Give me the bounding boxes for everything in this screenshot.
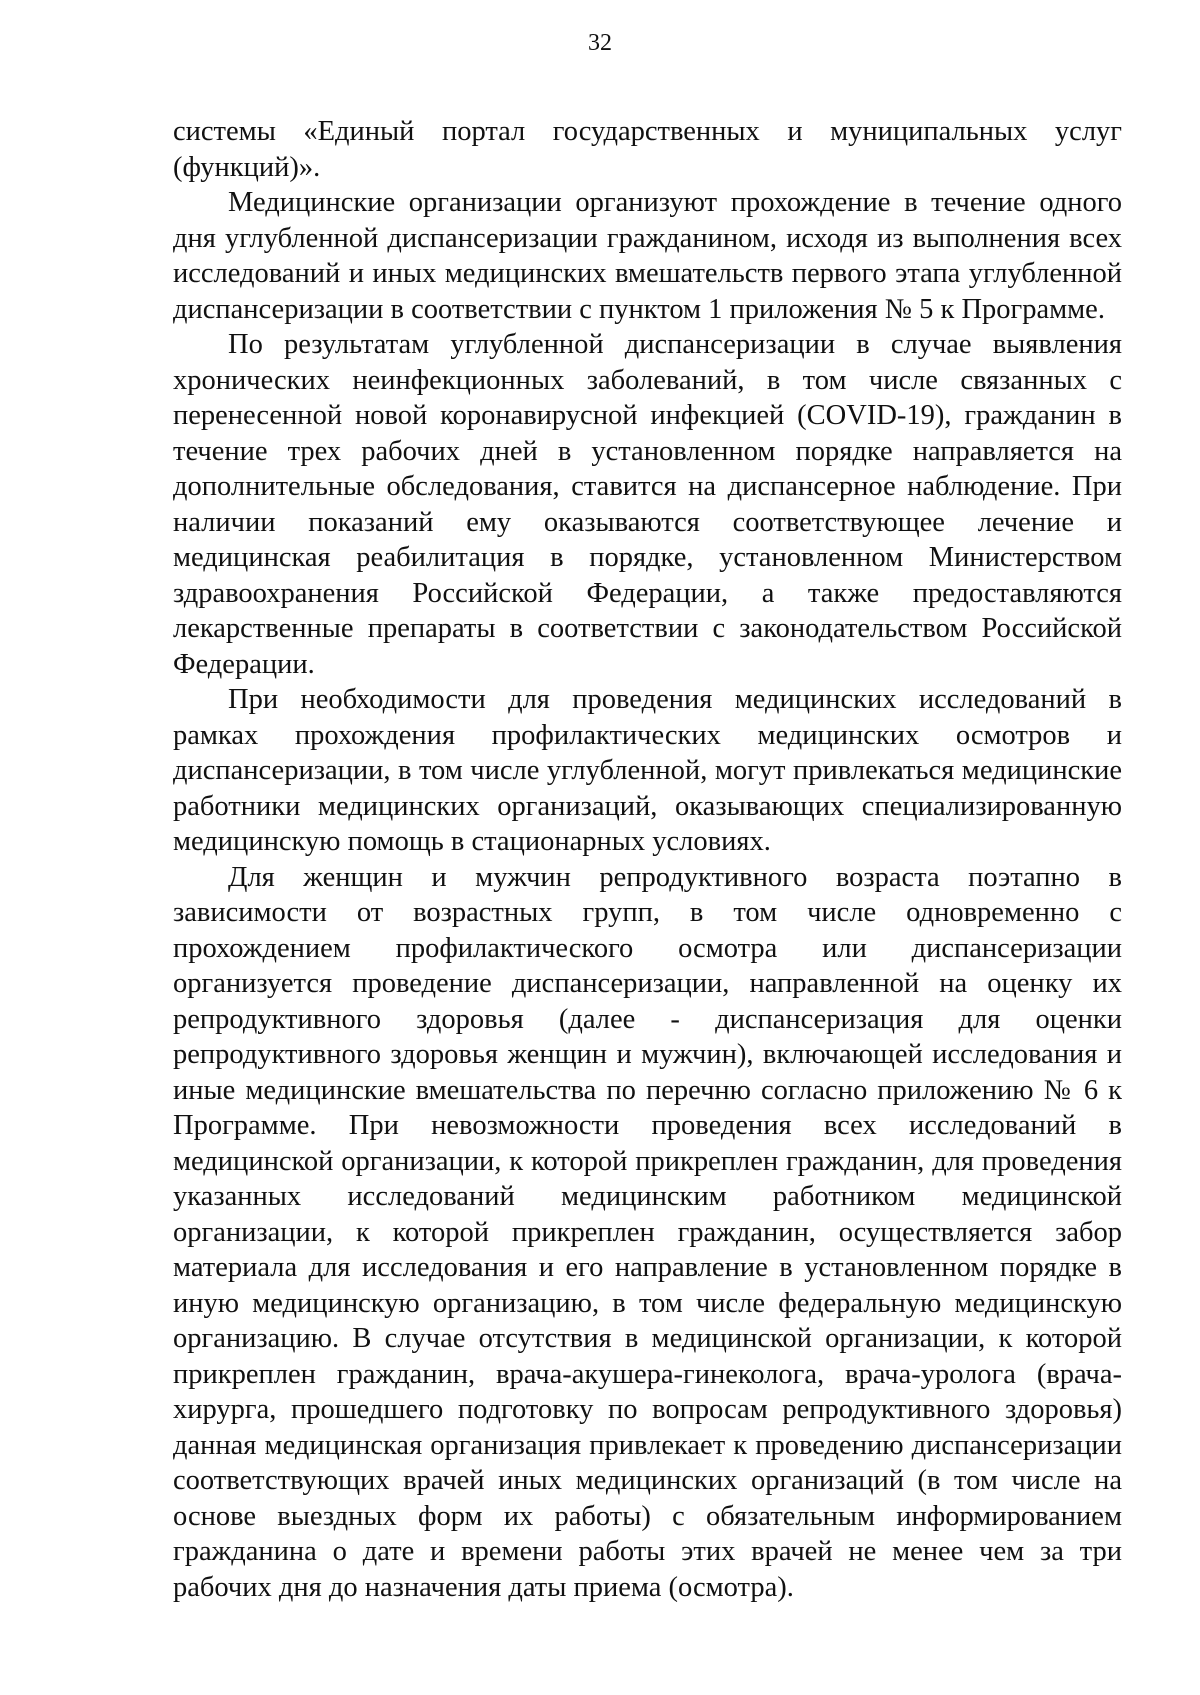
paragraph-5: Для женщин и мужчин репродуктивного возраста поэтапно в зависимости от возрастных групп, в том числе одновременно с прохождением профилактического осмотра или диспансеризации организуется проведение диспансеризации, направленной на оценку их репродуктивного здоровья (далее - диспансеризация для оценки репродуктивного здоровья женщин и мужчин), включающей исследования и иные медицинские вмешательства по перечню согласно приложению № 6 к Программе. При невозможности проведения всех исследований в медицинской организации, к которой прикреплен гражданин, для проведения указанных исследований медицинским работником медицинской организации, к которой прикреплен гражданин, осуществляется забор материала для исследования и его направление в установленном порядке в иную медицинскую организацию, в том числе федеральную медицинскую организацию. В случае отсутствия в медицинской организации, к которой прикреплен гражданин, врача-акушера-гинеколога, врача-уролога (врача-хирурга, прошедшего подготовку по вопросам репродуктивного здоровья) данная медицинская организация привлекает к проведению диспансеризации соответствующих врачей иных медицинских организаций (в том числе на основе выездных форм их работы) с обязательным информированием гражданина о дате и времени работы этих врачей не менее чем за три рабочих дня до назначения даты приема (осмотра).: [173, 861, 1122, 1603]
paragraph-3: По результатам углубленной диспансеризации в случае выявления хронических неинфекционных заболеваний, в том числе связанных с перенесенной новой коронавирусной инфекцией (COVID-19), гражданин в течение трех рабочих дней в установленном порядке направляется на дополнительные обследования, ставится на диспансерное наблюдение. При наличии показаний ему оказываются соответствующее лечение и медицинская реабилитация в порядке, установленном Министерством здравоохранения Российской Федерации, а также предоставляются лекарственные препараты в соответствии с законодательством Российской Федерации.: [173, 329, 1122, 680]
paragraph-4: При необходимости для проведения медицинских исследований в рамках прохождения профилактических медицинских осмотров и диспансеризации, в том числе углубленной, могут привлекаться медицинские работники медицинских организаций, оказывающих специализированную медицинскую помощь в стационарных условиях.: [173, 684, 1122, 857]
page-number: 32: [588, 30, 612, 56]
document-body: [173, 114, 1122, 1605]
paragraph-2: Медицинские организации организуют прохождение в течение одного дня углубленной диспансеризации гражданином, исходя из выполнения всех исследований и иных медицинских вмешательств первого этапа углубленной диспансеризации в соответствии с пунктом 1 приложения № 5 к Программе.: [173, 187, 1122, 325]
paragraph-1: системы «Единый портал государственных и муниципальных услуг (функций)».: [173, 116, 1122, 183]
